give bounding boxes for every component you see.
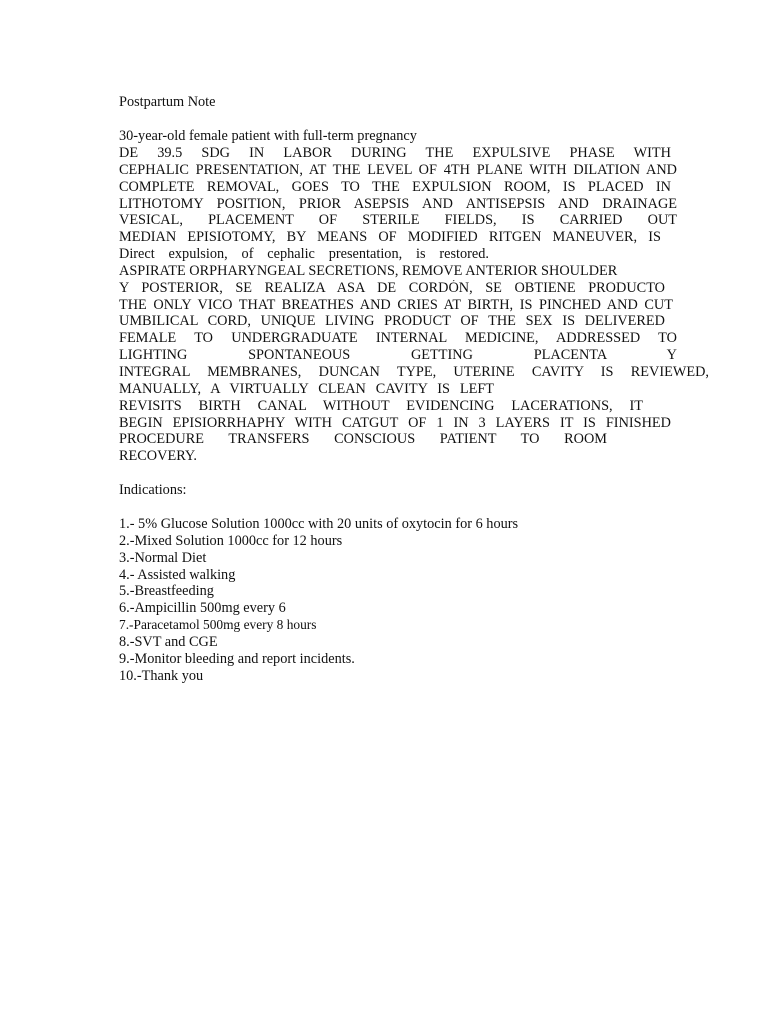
narrative-line: RECOVERY. — [119, 448, 197, 465]
narrative-line: PROCEDURE TRANSFERS CONSCIOUS PATIENT TO ROOM — [119, 431, 607, 448]
narrative-line: BEGIN EPISIORRHAPHY WITH CATGUT OF 1 IN 3 LAYERS IT IS FINISHED — [119, 414, 671, 431]
indication-item: 6.-Ampicillin 500mg every 6 — [119, 600, 286, 617]
spacer — [119, 499, 709, 516]
indications-list — [119, 516, 709, 684]
indication-item: 4.- Assisted walking — [119, 566, 236, 583]
narrative-line: LIGHTING SPONTANEOUS GETTING PLACENTA Y — [119, 347, 677, 364]
narrative-line: INTEGRAL MEMBRANES, DUNCAN TYPE, UTERINE CAVITY IS REVIEWED, — [119, 363, 709, 380]
narrative-line: COMPLETE REMOVAL, GOES TO THE EXPULSION ROOM, IS PLACED IN — [119, 178, 671, 195]
spacer — [119, 111, 709, 128]
indication-item: 5.-Breastfeeding — [119, 583, 214, 600]
narrative-line: ASPIRATE ORPHARYNGEAL SECRETIONS, REMOVE ANTERIOR SHOULDER — [119, 262, 618, 279]
indication-item: 9.-Monitor bleeding and report incidents. — [119, 650, 355, 667]
narrative-line: UMBILICAL CORD, UNIQUE LIVING PRODUCT OF THE SEX IS DELIVERED — [119, 313, 665, 330]
indications-heading: Indications: — [119, 482, 187, 499]
procedure-narrative — [119, 145, 709, 465]
indication-item: 3.-Normal Diet — [119, 549, 207, 566]
narrative-line: FEMALE TO UNDERGRADUATE INTERNAL MEDICINE, ADDRESSED TO — [119, 330, 677, 347]
indication-item: 10.-Thank you — [119, 667, 204, 684]
narrative-line: THE ONLY VICO THAT BREATHES AND CRIES AT BIRTH, IS PINCHED AND CUT — [119, 296, 673, 313]
narrative-line: MEDIAN EPISIOTOMY, BY MEANS OF MODIFIED RITGEN MANEUVER, IS — [119, 229, 661, 246]
indication-item: 2.-Mixed Solution 1000cc for 12 hours — [119, 532, 343, 549]
spacer — [119, 465, 709, 482]
narrative-line: LITHOTOMY POSITION, PRIOR ASEPSIS AND ANTISEPSIS AND DRAINAGE — [119, 195, 677, 212]
indication-item: 1.- 5% Glucose Solution 1000cc with 20 units of oxytocin for 6 hours — [119, 516, 519, 533]
document-title: Postpartum Note — [119, 94, 216, 110]
indication-item: 8.-SVT and CGE — [119, 633, 218, 650]
narrative-line: DE 39.5 SDG IN LABOR DURING THE EXPULSIVE PHASE WITH — [119, 145, 671, 161]
narrative-line: CEPHALIC PRESENTATION, AT THE LEVEL OF 4TH PLANE WITH DILATION AND — [119, 161, 677, 178]
document-page — [119, 94, 709, 684]
narrative-line: REVISITS BIRTH CANAL WITHOUT EVIDENCING LACERATIONS, IT — [119, 397, 643, 414]
narrative-line: Y POSTERIOR, SE REALIZA ASA DE CORDÓN, SE OBTIENE PRODUCTO — [119, 279, 665, 296]
indication-item: 7.-Paracetamol 500mg every 8 hours — [119, 617, 317, 633]
intro-line: 30-year-old female patient with full-term pregnancy — [119, 128, 417, 144]
narrative-line: Direct expulsion, of cephalic presentation, is restored. — [119, 246, 489, 263]
narrative-line: MANUALLY, A VIRTUALLY CLEAN CAVITY IS LEFT — [119, 380, 494, 397]
narrative-line: VESICAL, PLACEMENT OF STERILE FIELDS, IS CARRIED OUT — [119, 212, 677, 229]
